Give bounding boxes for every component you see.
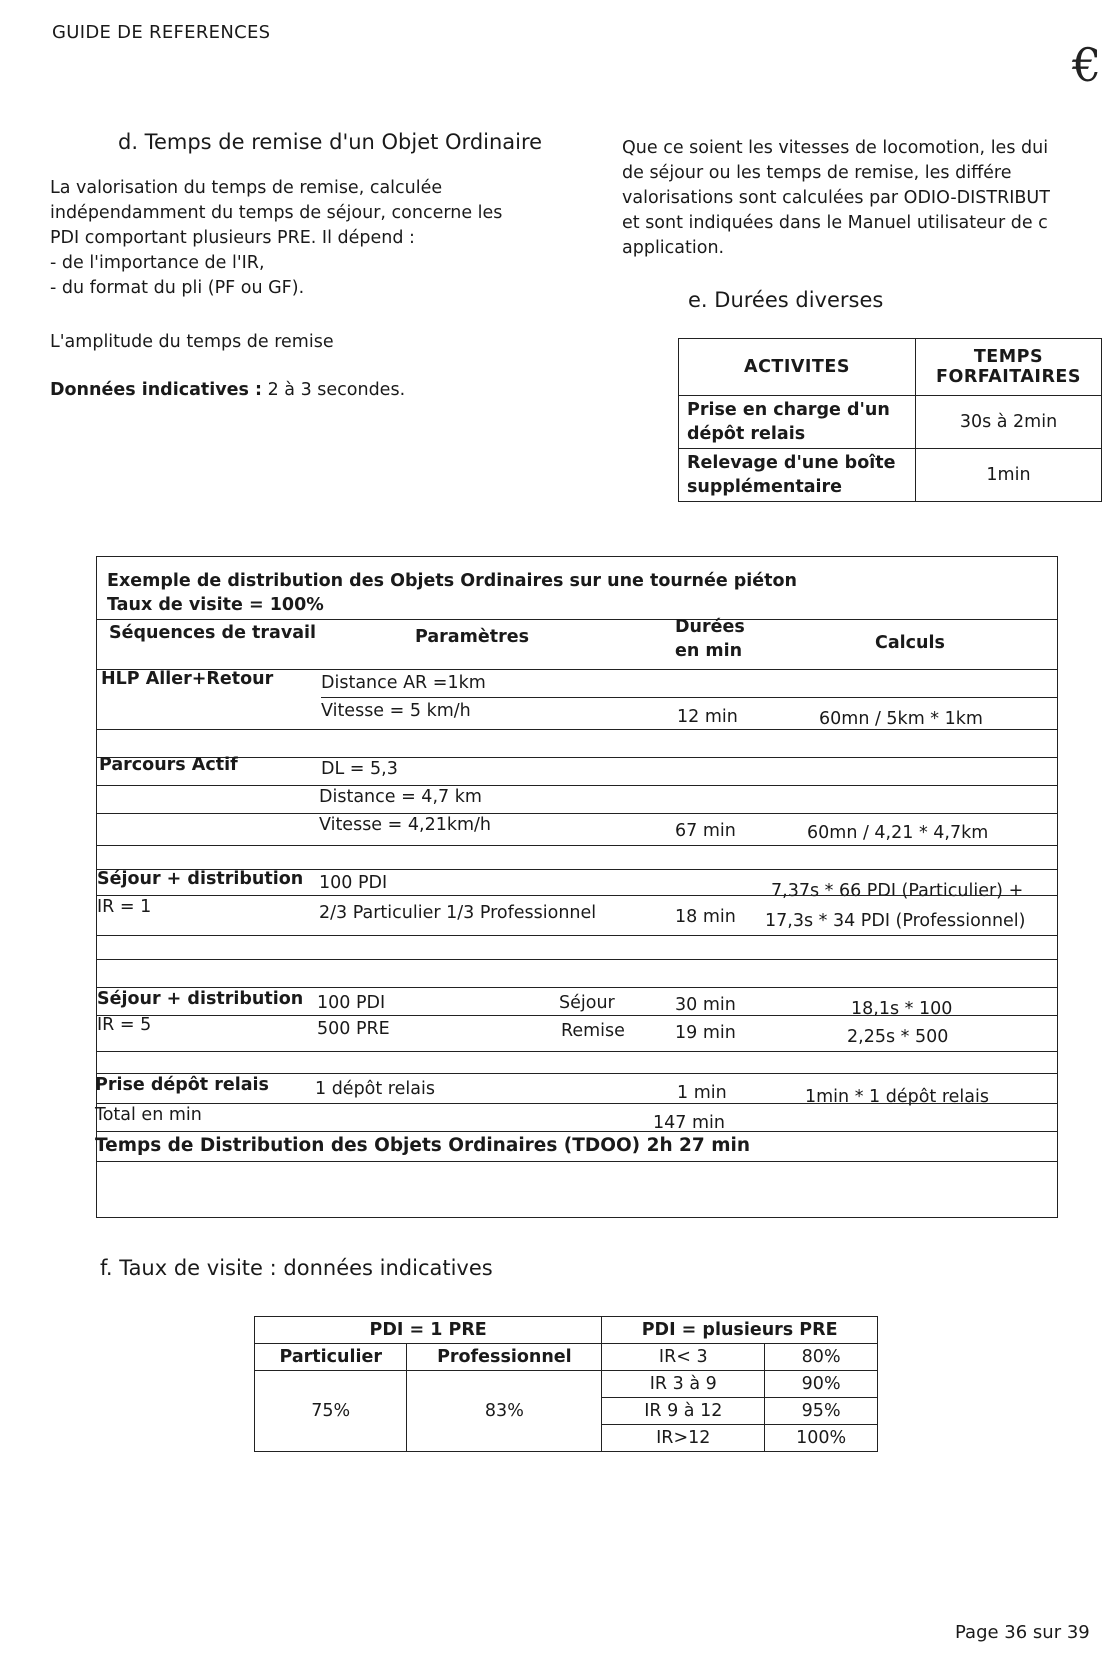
row-sejour5-label: Séjour + distribution [97, 989, 304, 1009]
divider [97, 845, 1057, 846]
row-sejour5-calcul: 2,25s * 500 [847, 1027, 949, 1047]
activity-label [679, 449, 916, 502]
section-d-paragraph [50, 176, 550, 301]
paragraph-line: de séjour ou les temps de remise, les différe [622, 163, 1012, 183]
col-sequences: Séquences de travail [109, 623, 317, 643]
row-hlp-param: Vitesse = 5 km/h [321, 701, 471, 721]
col-activites: ACTIVITES [679, 339, 916, 396]
taux-visite-table [254, 1316, 878, 1452]
row-parcours-duree: 67 min [675, 821, 736, 841]
ir-label: IR 3 à 9 [602, 1371, 765, 1398]
activity-value: 30s à 2min [916, 396, 1102, 449]
ir-label: IR 9 à 12 [602, 1398, 765, 1425]
divider [97, 1103, 1057, 1104]
row-sejour5-calcul: 18,1s * 100 [851, 999, 953, 1019]
divider [97, 987, 1057, 988]
row-sejour1-ir: IR = 1 [97, 897, 152, 917]
paragraph-line: valorisations sont calculées par ODIO-DISTRIBUT [622, 188, 1050, 208]
paragraph-line: PDI comportant plusieurs PRE. Il dépend : [50, 228, 415, 248]
divider [97, 1131, 1057, 1132]
divider [97, 959, 1057, 960]
activity-label-line: supplémentaire [687, 477, 843, 497]
activity-label-line: Prise en charge d'un [687, 400, 890, 420]
divider [97, 1161, 1057, 1162]
col-temps-line2: FORFAITAIRES [936, 367, 1081, 387]
row-sejour1-label: Séjour + distribution [97, 869, 304, 889]
val-professionnel: 83% [407, 1371, 602, 1452]
row-sejour5-param: 500 PRE [317, 1019, 390, 1039]
divider [97, 1073, 1057, 1074]
durees-diverses-table [678, 338, 1102, 502]
divider [97, 785, 1057, 786]
row-sejour1-param: 2/3 Particulier 1/3 Professionnel [319, 903, 597, 923]
brand-logo-icon: € [1072, 38, 1102, 92]
table-row [255, 1371, 878, 1398]
col-professionnel: Professionnel [407, 1344, 602, 1371]
ir-pct: 90% [765, 1371, 878, 1398]
paragraph-line: Que ce soient les vitesses de locomotion, les dui [622, 138, 1049, 158]
row-total-label: Total en min [95, 1105, 202, 1125]
ir-label: IR< 3 [602, 1344, 765, 1371]
row-sejour5-key: Séjour [559, 993, 615, 1013]
valorisation-paragraph [622, 136, 1102, 261]
donnees-value: 2 à 3 secondes. [262, 380, 406, 400]
row-hlp-label: HLP Aller+Retour [101, 669, 274, 689]
paragraph-line: La valorisation du temps de remise, calculée [50, 178, 443, 198]
table-header-row [255, 1317, 878, 1344]
donnees-label: Données indicatives : [50, 380, 263, 400]
ir-pct: 95% [765, 1398, 878, 1425]
paragraph-line: et sont indiquées dans le Manuel utilisateur de c [622, 213, 1048, 233]
table-row [255, 1344, 878, 1371]
row-hlp-param: Distance AR =1km [321, 673, 486, 693]
col-particulier: Particulier [255, 1344, 407, 1371]
section-e-heading: e. Durées diverses [688, 288, 884, 312]
divider [97, 729, 1057, 730]
col-temps-line1: TEMPS [973, 347, 1044, 367]
paragraph-line: application. [622, 238, 725, 258]
divider [97, 935, 1057, 936]
row-prise-duree: 1 min [677, 1083, 727, 1103]
col-durees-line2: en min [675, 641, 743, 661]
divider [97, 1015, 1057, 1016]
amplitude-text: L'amplitude du temps de remise [50, 332, 334, 352]
val-particulier: 75% [255, 1371, 407, 1452]
row-sejour1-duree: 18 min [675, 907, 736, 927]
col-parametres: Paramètres [415, 627, 529, 647]
section-d-heading: d. Temps de remise d'un Objet Ordinaire [118, 130, 543, 154]
activity-label [679, 396, 916, 449]
row-sejour1-calcul-line1: 7,37s * 66 PDI (Particulier) + [771, 881, 1024, 901]
page-number: Page 36 sur 39 [955, 1622, 1090, 1643]
divider [97, 1051, 1057, 1052]
row-prise-param: 1 dépôt relais [315, 1079, 435, 1099]
row-parcours-param: DL = 5,3 [321, 759, 398, 779]
row-parcours-calcul: 60mn / 4,21 * 4,7km [807, 823, 989, 843]
section-f-heading: f. Taux de visite : données indicatives [100, 1256, 493, 1280]
example-distribution-table [96, 556, 1058, 1218]
row-hlp-calcul: 60mn / 5km * 1km [819, 709, 983, 729]
row-sejour5-duree: 30 min [675, 995, 736, 1015]
head-pdi-1pre: PDI = 1 PRE [255, 1317, 602, 1344]
row-parcours-param: Vitesse = 4,21km/h [319, 815, 492, 835]
row-sejour1-param: 100 PDI [319, 873, 388, 893]
activity-label-line: dépôt relais [687, 424, 806, 444]
row-parcours-param: Distance = 4,7 km [319, 787, 482, 807]
table-row [679, 396, 1102, 449]
row-sejour5-param: 100 PDI [317, 993, 386, 1013]
example-title-line: Exemple de distribution des Objets Ordinaires sur une tournée piéton [107, 571, 798, 591]
head-pdi-plusieurs: PDI = plusieurs PRE [602, 1317, 878, 1344]
row-parcours-label: Parcours Actif [99, 755, 238, 775]
divider [97, 757, 1057, 758]
divider [97, 895, 1057, 896]
row-sejour5-duree: 19 min [675, 1023, 736, 1043]
row-sejour1-calcul-line2: 17,3s * 34 PDI (Professionnel) [765, 911, 1026, 931]
activity-value: 1min [916, 449, 1102, 502]
paragraph-line: - de l'importance de l'IR, [50, 253, 265, 273]
divider [97, 813, 1057, 814]
row-sejour5-key: Remise [561, 1021, 625, 1041]
activity-label-line: Relevage d'une boîte [687, 453, 896, 473]
col-durees-line1: Durées [675, 617, 745, 637]
table-row [679, 449, 1102, 502]
paragraph-line: - du format du pli (PF ou GF). [50, 278, 305, 298]
row-prise-calcul: 1min * 1 dépôt relais [805, 1087, 989, 1107]
ir-pct: 100% [765, 1425, 878, 1452]
tdoo-total: Temps de Distribution des Objets Ordinaires (TDOO) 2h 27 min [95, 1135, 751, 1156]
example-title [107, 569, 797, 617]
col-temps-forfaitaires [916, 339, 1102, 396]
divider [97, 619, 1057, 620]
divider [321, 697, 1057, 698]
example-title-line: Taux de visite = 100% [107, 595, 324, 615]
donnees-indicatives [50, 380, 405, 400]
row-sejour5-ir: IR = 5 [97, 1015, 152, 1035]
ir-pct: 80% [765, 1344, 878, 1371]
paragraph-line: indépendamment du temps de séjour, concerne les [50, 203, 503, 223]
col-calculs: Calculs [875, 633, 945, 653]
row-total-value: 147 min [653, 1113, 725, 1133]
table-header-row [679, 339, 1102, 396]
document-header-title: GUIDE DE REFERENCES [52, 22, 271, 43]
ir-label: IR>12 [602, 1425, 765, 1452]
row-prise-label: Prise dépôt relais [95, 1075, 269, 1095]
row-hlp-duree: 12 min [677, 707, 738, 727]
